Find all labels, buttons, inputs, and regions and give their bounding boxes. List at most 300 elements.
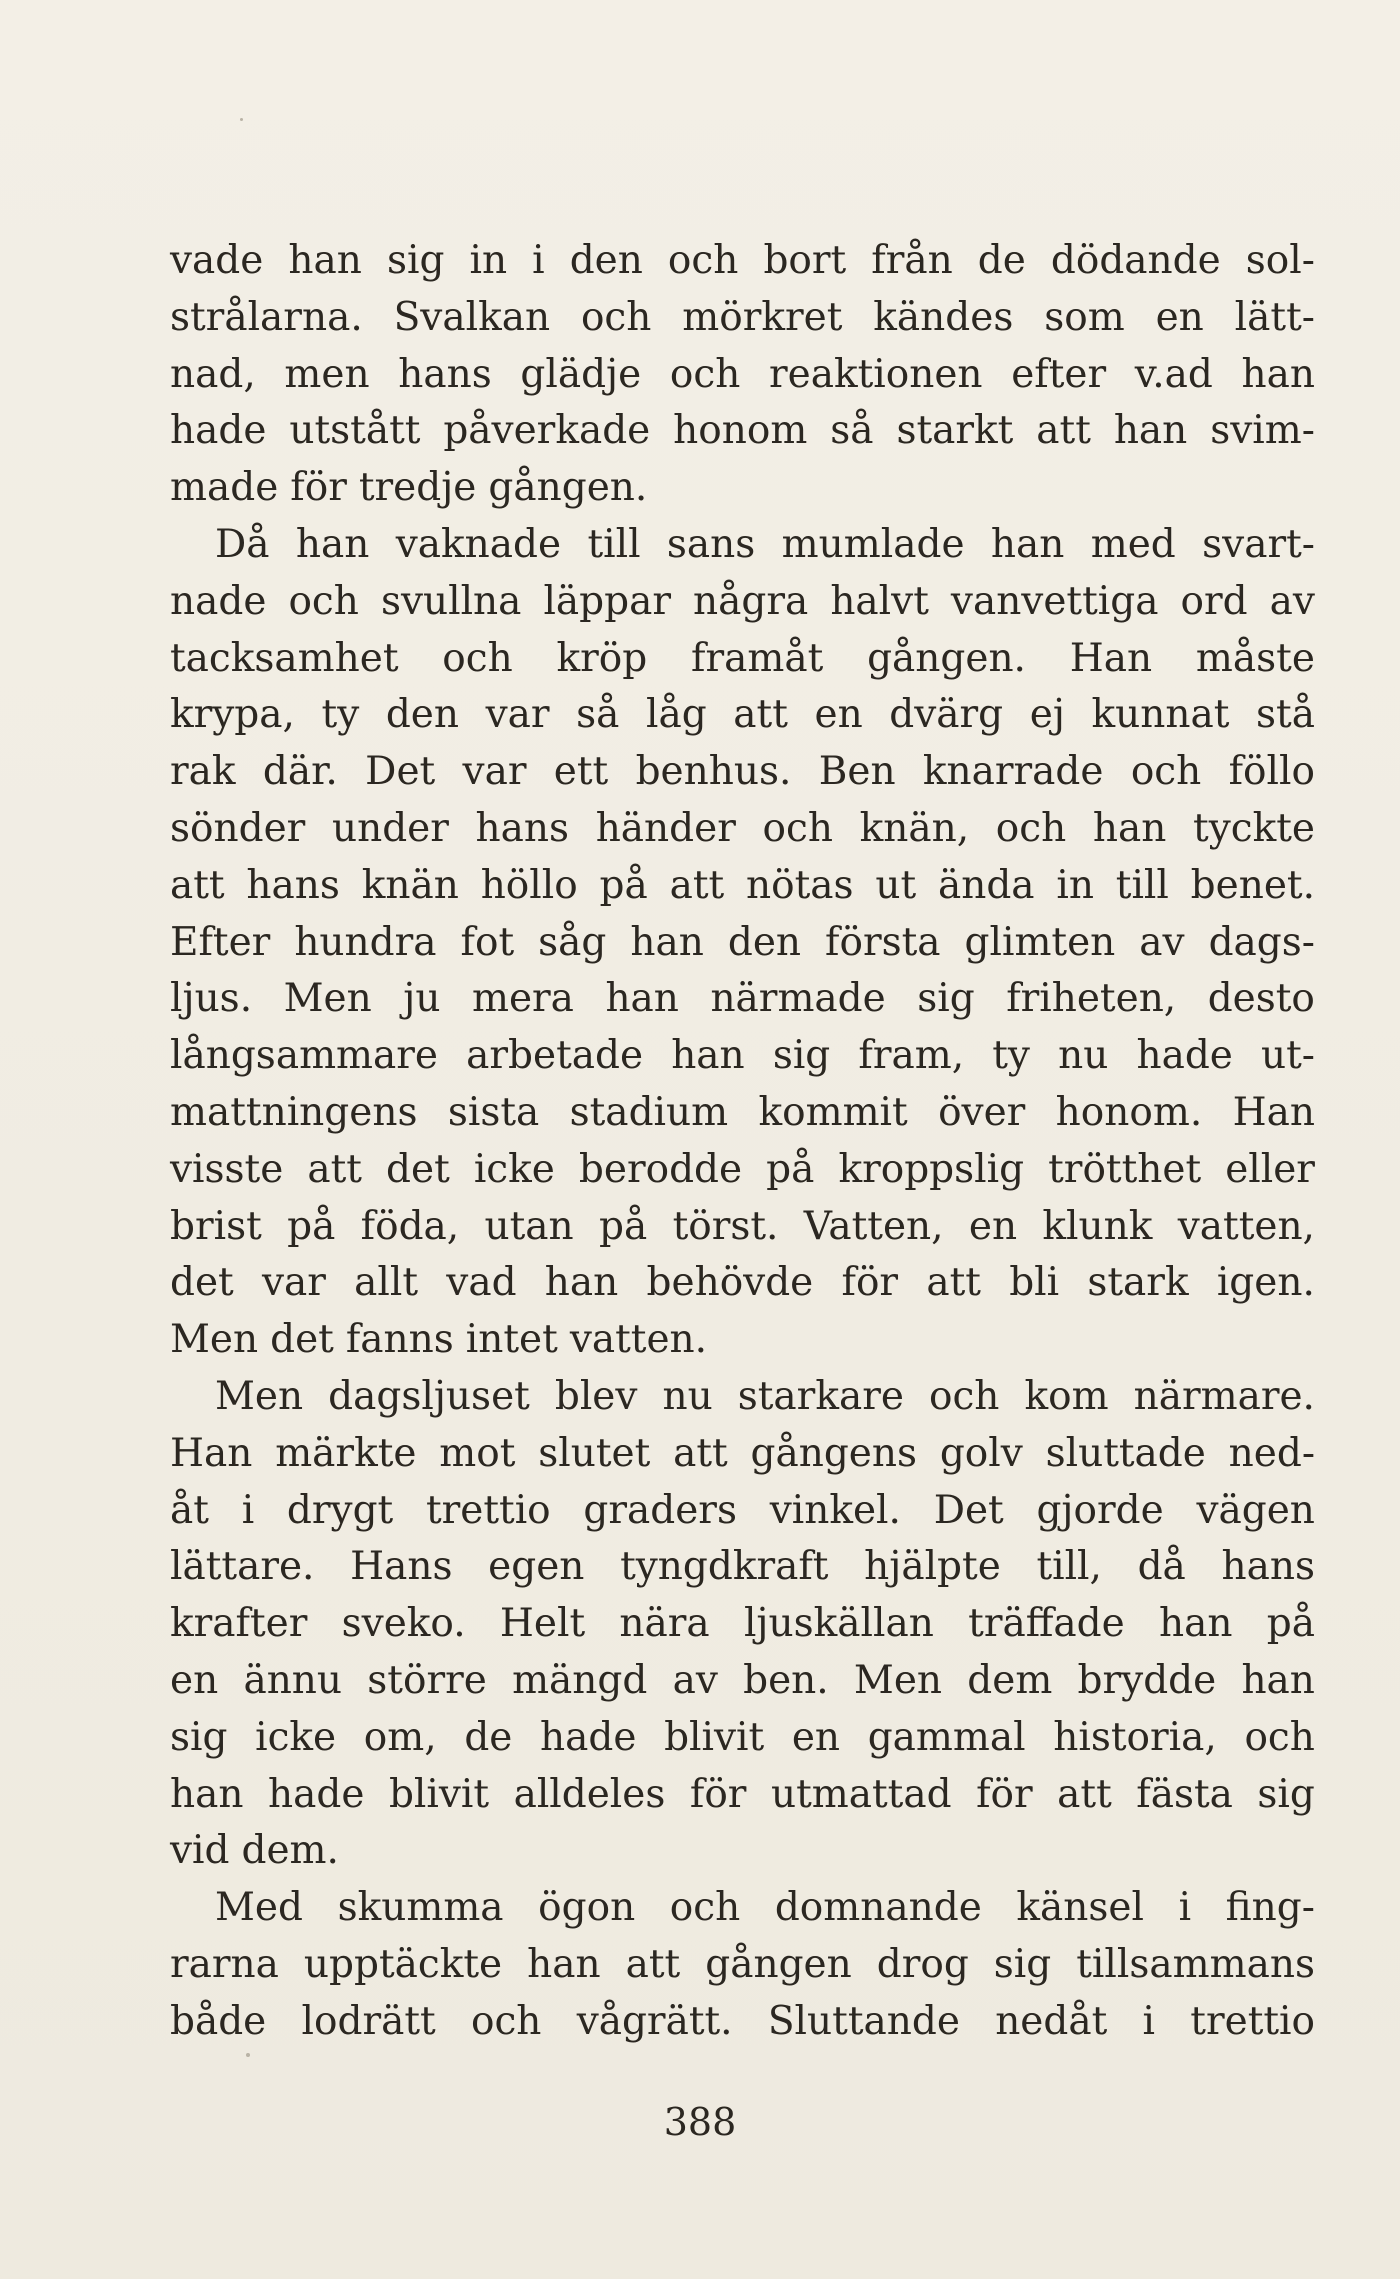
word: friheten, — [1006, 976, 1177, 1022]
word: ljuskällan — [743, 1601, 934, 1647]
word: sol- — [1245, 238, 1315, 283]
word: dagsljuset — [328, 1373, 530, 1419]
text-line — [170, 1255, 1315, 1312]
word: icke — [255, 1714, 337, 1760]
word: av — [1269, 578, 1315, 624]
word: långsammare — [170, 1033, 439, 1079]
word: hans — [246, 862, 340, 908]
word: större — [367, 1657, 487, 1703]
word: lätt- — [1234, 294, 1315, 340]
word: in — [1056, 862, 1094, 908]
word: drygt — [286, 1487, 394, 1533]
word: för — [841, 1260, 899, 1306]
text-line — [170, 631, 1315, 688]
word: Vatten, — [803, 1203, 944, 1249]
word: de — [977, 238, 1026, 283]
word: mot — [439, 1430, 516, 1476]
word: dvärg — [889, 692, 1004, 738]
word: och — [762, 805, 833, 851]
word: att — [673, 1430, 728, 1476]
word: Men — [853, 1657, 943, 1703]
word: nötas — [745, 862, 854, 908]
word: att — [625, 1941, 681, 1987]
word: och — [580, 294, 652, 340]
word: nära — [619, 1601, 710, 1647]
word: knän — [361, 862, 459, 908]
word: vid — [170, 1828, 230, 1874]
word: tillsammans — [1076, 1941, 1315, 1987]
word: svim- — [1210, 408, 1315, 454]
word: i — [532, 238, 545, 283]
word: hjälpte — [864, 1544, 1001, 1590]
word: trettio — [1190, 1998, 1315, 2044]
word: han — [1241, 351, 1315, 397]
word: en — [791, 1714, 841, 1760]
text-line — [170, 858, 1315, 915]
word: kom — [1024, 1373, 1109, 1419]
word: första — [825, 919, 941, 965]
word: mörkret — [682, 294, 843, 340]
word: rak — [170, 749, 236, 795]
word: glimten — [964, 919, 1116, 965]
word: starkare — [737, 1373, 904, 1419]
word: där. — [262, 749, 338, 795]
word: bli — [1009, 1260, 1060, 1306]
text-line — [170, 1369, 1315, 1426]
word: hans — [475, 805, 570, 851]
word: att — [926, 1260, 981, 1306]
word: och — [470, 1998, 542, 2044]
text-line — [170, 801, 1315, 858]
word: ord — [1180, 578, 1248, 624]
word: klunk — [1042, 1203, 1153, 1249]
word: alldeles — [513, 1771, 666, 1817]
word: och — [442, 635, 513, 681]
word: om, — [363, 1714, 437, 1760]
word: ju — [403, 976, 441, 1022]
word: då — [1137, 1544, 1186, 1590]
word: att — [669, 862, 725, 908]
word: en — [968, 1203, 1018, 1249]
word: fram, — [858, 1033, 965, 1079]
paper-speck — [246, 2053, 250, 2057]
word: gammal — [867, 1714, 1026, 1760]
word: Han — [1069, 635, 1153, 681]
word: utan — [484, 1203, 574, 1249]
word: lättare. — [170, 1544, 315, 1590]
word: vanvettiga — [950, 578, 1159, 624]
word: på — [599, 1203, 648, 1249]
word: han — [544, 1260, 619, 1306]
word: sans — [666, 521, 756, 567]
word: de — [464, 1714, 513, 1760]
word: mumlade — [781, 521, 965, 567]
word: skumma — [337, 1885, 504, 1931]
word: och — [995, 805, 1067, 851]
word: sig — [917, 976, 975, 1022]
text-line — [170, 1539, 1315, 1596]
word: ut- — [1261, 1033, 1315, 1079]
word: svart- — [1202, 521, 1315, 567]
word: för — [689, 1771, 747, 1817]
word: ej — [1029, 692, 1065, 738]
word: på — [287, 1203, 336, 1249]
word: nedåt — [995, 1998, 1108, 2044]
word: reaktionen — [769, 351, 983, 397]
word: av — [672, 1657, 718, 1703]
word: benhus. — [635, 749, 792, 795]
word: han — [630, 919, 704, 965]
word: halvt — [830, 578, 929, 624]
word: svullna — [380, 578, 522, 624]
word: v.ad — [1134, 351, 1213, 397]
word: honom. — [1055, 1089, 1203, 1135]
word: att — [307, 1146, 362, 1192]
word: törst. — [672, 1203, 779, 1249]
paragraph — [170, 1880, 1315, 2050]
word: gången — [705, 1941, 852, 1987]
word: Svalkan — [393, 294, 551, 340]
word: visste — [170, 1146, 284, 1192]
word: mattningens — [170, 1089, 418, 1135]
text-line — [170, 1199, 1315, 1256]
word: historia, — [1053, 1714, 1217, 1760]
word: ögon — [538, 1885, 636, 1931]
word: det — [386, 1146, 450, 1192]
word: det — [170, 1260, 234, 1306]
word: hade — [268, 1771, 365, 1817]
word: Men — [283, 976, 372, 1022]
text-line — [170, 687, 1315, 744]
word: känsel — [1016, 1885, 1144, 1931]
word: att — [1036, 408, 1091, 454]
word: både — [170, 1998, 267, 2044]
text-line — [170, 1085, 1315, 1142]
word: ut — [875, 862, 917, 908]
word: vinkel. — [769, 1487, 901, 1533]
word: hans — [1221, 1544, 1315, 1590]
word: tredje — [358, 465, 477, 511]
word: ty — [992, 1033, 1030, 1079]
word: vade — [170, 238, 264, 283]
word: han — [1241, 1657, 1315, 1703]
word: strålarna. — [170, 294, 363, 340]
word: vågrätt. — [576, 1998, 733, 2044]
word: ljus. — [170, 976, 253, 1022]
word: upptäckte — [303, 1941, 503, 1987]
word: kommit — [758, 1089, 908, 1135]
word: tyngdkraft — [620, 1544, 829, 1590]
word: i — [1142, 1998, 1156, 2044]
word: dem. — [241, 1828, 339, 1874]
word: stadium — [569, 1089, 729, 1135]
word: såg — [538, 919, 607, 965]
word: var — [485, 692, 550, 738]
word: starkt — [896, 408, 1014, 454]
word: till — [1115, 862, 1169, 908]
word: nu — [1058, 1033, 1109, 1079]
word: Det — [933, 1487, 1004, 1533]
text-line — [170, 1596, 1315, 1653]
word: desto — [1207, 976, 1315, 1022]
word: han — [990, 521, 1065, 567]
word: allt — [354, 1260, 419, 1306]
word: igen. — [1216, 1260, 1315, 1306]
word: träffade — [968, 1601, 1125, 1647]
word: låg — [645, 692, 707, 738]
text-line — [170, 1426, 1315, 1483]
word: i — [241, 1487, 255, 1533]
word: ett — [553, 749, 609, 795]
word: kroppslig — [838, 1146, 1025, 1192]
word: föda, — [360, 1203, 460, 1249]
word: gjorde — [1036, 1487, 1164, 1533]
word: honom — [673, 408, 808, 454]
word: krafter — [170, 1601, 308, 1647]
word: nad, — [170, 351, 256, 397]
word: sveko. — [341, 1601, 466, 1647]
word: tyckte — [1193, 805, 1315, 851]
text-line — [170, 1142, 1315, 1199]
word: gångens — [750, 1430, 918, 1476]
word: utmattad — [770, 1771, 952, 1817]
word: dödande — [1050, 238, 1221, 283]
word: framåt — [691, 635, 824, 681]
word: att — [1057, 1771, 1112, 1817]
word: gången. — [867, 635, 1026, 681]
word: ända — [937, 862, 1035, 908]
word: han — [288, 238, 362, 283]
word: Hans — [350, 1544, 453, 1590]
word: brydde — [1077, 1657, 1217, 1703]
word: Med — [215, 1885, 303, 1931]
word: behövde — [646, 1260, 814, 1306]
word: hans — [398, 351, 492, 397]
word: brist — [170, 1203, 262, 1249]
word: trettio — [425, 1487, 551, 1533]
word: trötthet — [1048, 1146, 1202, 1192]
word: under — [331, 805, 449, 851]
word: efter — [1011, 351, 1107, 397]
word: tacksamhet — [170, 635, 399, 681]
word: från — [871, 238, 953, 283]
word: av — [1139, 919, 1185, 965]
word: den — [727, 919, 802, 965]
word: ännu — [243, 1657, 343, 1703]
word: Men — [170, 1317, 259, 1363]
text-line — [170, 517, 1315, 574]
word: Helt — [499, 1601, 586, 1647]
word: eller — [1225, 1146, 1315, 1192]
paragraph — [170, 517, 1315, 1369]
word: Han — [1232, 1089, 1315, 1135]
word: läppar — [543, 578, 672, 624]
word: dags- — [1208, 919, 1315, 965]
word: Men — [215, 1373, 304, 1419]
word: han — [527, 1941, 601, 1987]
word: för — [290, 465, 347, 511]
text-line — [170, 1483, 1315, 1540]
word: arbetade — [466, 1033, 644, 1079]
word: utstått — [289, 408, 421, 454]
word: vad — [446, 1260, 517, 1306]
word: på — [766, 1146, 815, 1192]
text-line — [170, 233, 1315, 290]
word: ned- — [1228, 1430, 1315, 1476]
word: kunnat — [1091, 692, 1230, 738]
word: nu — [662, 1373, 713, 1419]
word: nade — [170, 578, 267, 624]
word: var — [462, 749, 527, 795]
word: till, — [1036, 1544, 1102, 1590]
word: han — [295, 521, 370, 567]
word: han — [605, 976, 679, 1022]
word: graders — [583, 1487, 737, 1533]
word: måste — [1195, 635, 1315, 681]
word: kändes — [873, 294, 1014, 340]
word: på — [599, 862, 648, 908]
word: ty — [321, 692, 360, 738]
word: och — [1244, 1714, 1315, 1760]
word: kröp — [556, 635, 648, 681]
word: mera — [471, 976, 574, 1022]
word: sig — [170, 1714, 228, 1760]
word: Då — [215, 521, 270, 567]
word: åt — [170, 1487, 209, 1533]
word: hundra — [294, 919, 437, 965]
word: en — [170, 1657, 219, 1703]
word: krypa, — [170, 692, 295, 738]
text-line — [170, 1767, 1315, 1824]
word: golv — [939, 1430, 1023, 1476]
text-line — [170, 915, 1315, 972]
word: och — [928, 1373, 1000, 1419]
word: den — [569, 238, 643, 283]
text-line — [170, 574, 1315, 631]
word: gången. — [488, 465, 648, 511]
paragraph — [170, 1369, 1315, 1880]
word: Han — [170, 1430, 253, 1476]
text-line — [170, 1823, 1315, 1880]
word: intet — [465, 1317, 558, 1363]
word: Det — [365, 749, 436, 795]
word: några — [693, 578, 809, 624]
word: till — [587, 521, 641, 567]
word: för — [976, 1771, 1033, 1817]
word: föllo — [1228, 749, 1315, 795]
word: hade — [1136, 1033, 1233, 1079]
word: hade — [170, 408, 267, 454]
word: Efter — [170, 919, 271, 965]
word: han — [1092, 805, 1167, 851]
word: Ben — [818, 749, 896, 795]
word: det — [270, 1317, 334, 1363]
word: fot — [460, 919, 515, 965]
word: så — [830, 408, 874, 454]
word: och — [669, 1885, 741, 1931]
word: fästa — [1136, 1771, 1233, 1817]
word: hade — [540, 1714, 637, 1760]
word: en — [1155, 294, 1204, 340]
word: stark — [1087, 1260, 1189, 1306]
text-line — [170, 1937, 1315, 1994]
text-line — [170, 460, 1315, 517]
word: lodrätt — [301, 1998, 436, 2044]
word: och — [667, 238, 739, 283]
word: sista — [447, 1089, 540, 1135]
word: knarrade — [922, 749, 1104, 795]
text-line — [170, 1994, 1315, 2051]
word: höllo — [480, 862, 578, 908]
word: egen — [488, 1544, 585, 1590]
text-line — [170, 290, 1315, 347]
word: och — [288, 578, 359, 624]
word: närmade — [710, 976, 886, 1022]
word: som — [1044, 294, 1125, 340]
word: fing- — [1225, 1885, 1315, 1931]
text-line — [170, 347, 1315, 404]
word: händer — [595, 805, 736, 851]
page-number: 388 — [663, 2100, 737, 2144]
word: sönder — [170, 805, 306, 851]
word: och — [1130, 749, 1202, 795]
word: berodde — [578, 1146, 743, 1192]
word: på — [1266, 1601, 1315, 1647]
word: vatten, — [1177, 1203, 1315, 1249]
word: över — [938, 1089, 1026, 1135]
word: knän, — [859, 805, 970, 851]
word: sig — [1257, 1771, 1315, 1817]
word: benet. — [1190, 862, 1315, 908]
word: mängd — [512, 1657, 648, 1703]
word: ben. — [743, 1657, 829, 1703]
word: i — [1178, 1885, 1192, 1931]
text-line — [170, 1710, 1315, 1767]
word: domnande — [774, 1885, 982, 1931]
word: och — [669, 351, 741, 397]
word: blivit — [388, 1771, 490, 1817]
word: bort — [763, 238, 847, 283]
word: in — [469, 238, 508, 283]
word: glädje — [520, 351, 642, 397]
word: dem — [967, 1657, 1053, 1703]
word: men — [284, 351, 370, 397]
word: sig — [772, 1033, 831, 1079]
word: drog — [876, 1941, 969, 1987]
text-line — [170, 1880, 1315, 1937]
word: sluttade — [1045, 1430, 1206, 1476]
word: rarna — [170, 1941, 279, 1987]
word: den — [385, 692, 459, 738]
word: made — [170, 465, 279, 511]
word: han — [170, 1771, 244, 1817]
text-line — [170, 1653, 1315, 1710]
paragraph — [170, 233, 1315, 517]
text-line — [170, 403, 1315, 460]
word: han — [1113, 408, 1188, 454]
word: slutet — [538, 1430, 651, 1476]
word: att — [733, 692, 788, 738]
word: stå — [1256, 692, 1315, 738]
word: var — [261, 1260, 326, 1306]
word: påverkade — [443, 408, 651, 454]
paper-speck — [240, 118, 243, 121]
word: blev — [554, 1373, 638, 1419]
text-line — [170, 1312, 1315, 1369]
word: att — [170, 862, 225, 908]
word: sig — [993, 1941, 1052, 1987]
word: han — [1159, 1601, 1233, 1647]
